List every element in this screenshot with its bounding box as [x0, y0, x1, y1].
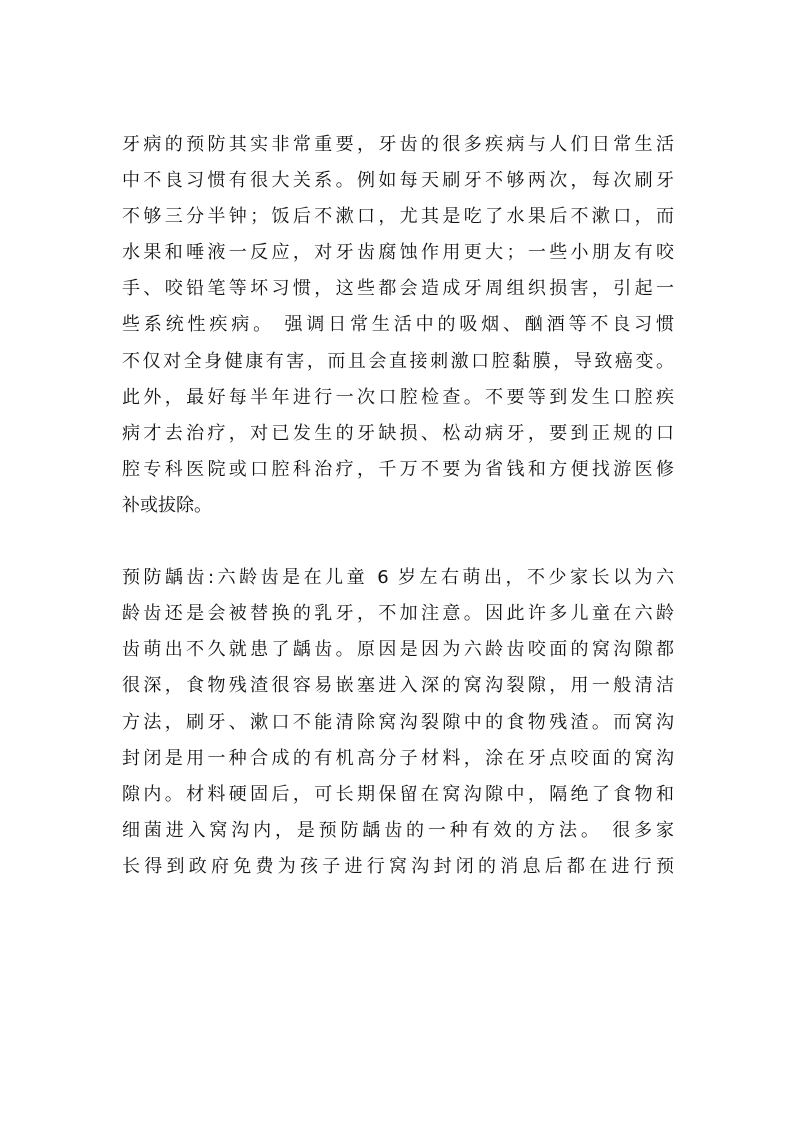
text-line: 龄齿还是会被替换的乳牙，不加注意。因此许多儿童在六龄: [122, 603, 674, 625]
text-line: 不仅对全身健康有害，而且会直接刺激口腔黏膜，导致癌变。: [122, 350, 674, 372]
text-line: 此外，最好每半年进行一次口腔检查。不要等到发生口腔疾: [122, 386, 674, 408]
text-line: 病才去治疗，对已发生的牙缺损、松动病牙，要到正规的口: [122, 422, 674, 444]
text-line: 细菌进入窝沟内，是预防龋齿的一种有效的方法。 很多家: [122, 819, 674, 841]
paragraph-gap: [122, 524, 674, 560]
text-line: 些系统性疾病。 强调日常生活中的吸烟、酗酒等不良习惯: [122, 314, 674, 336]
text-line: 方法，刷牙、漱口不能清除窝沟裂隙中的食物残渣。而窝沟: [122, 711, 674, 733]
text-line: 齿萌出不久就患了龋齿。原因是因为六龄齿咬面的窝沟隙都: [122, 639, 674, 661]
text-line: 腔专科医院或口腔科治疗，千万不要为省钱和方便找游医修: [122, 458, 674, 480]
text-line: 水果和唾液一反应，对牙齿腐蚀作用更大；一些小朋友有咬: [122, 242, 674, 264]
text-line: 很深，食物残渣很容易嵌塞进入深的窝沟裂隙，用一般清洁: [122, 675, 674, 697]
text-line: 中不良习惯有很大关系。例如每天刷牙不够两次，每次刷牙: [122, 170, 674, 192]
text-line: 预防龋齿:六龄齿是在儿童 6 岁左右萌出，不少家长以为六: [122, 567, 674, 589]
document-body: [122, 127, 674, 885]
text-line: 封闭是用一种合成的有机高分子材料，涂在牙点咬面的窝沟: [122, 747, 674, 769]
text-line: 牙病的预防其实非常重要，牙齿的很多疾病与人们日常生活: [122, 134, 674, 155]
text-line: 长得到政府免费为孩子进行窝沟封闭的消息后都在进行预: [122, 855, 674, 877]
text-line: 隙内。材料硬固后，可长期保留在窝沟隙中，隔绝了食物和: [122, 783, 674, 805]
text-line: 手、咬铅笔等坏习惯，这些都会造成牙周组织损害，引起一: [122, 278, 674, 300]
text-line: 补或拔除。: [122, 494, 212, 516]
paragraph-caries-prevention: [122, 560, 674, 885]
paragraph-tooth-disease-prevention: [122, 127, 674, 524]
text-line: 不够三分半钟；饭后不漱口，尤其是吃了水果后不漱口，而: [122, 206, 674, 228]
